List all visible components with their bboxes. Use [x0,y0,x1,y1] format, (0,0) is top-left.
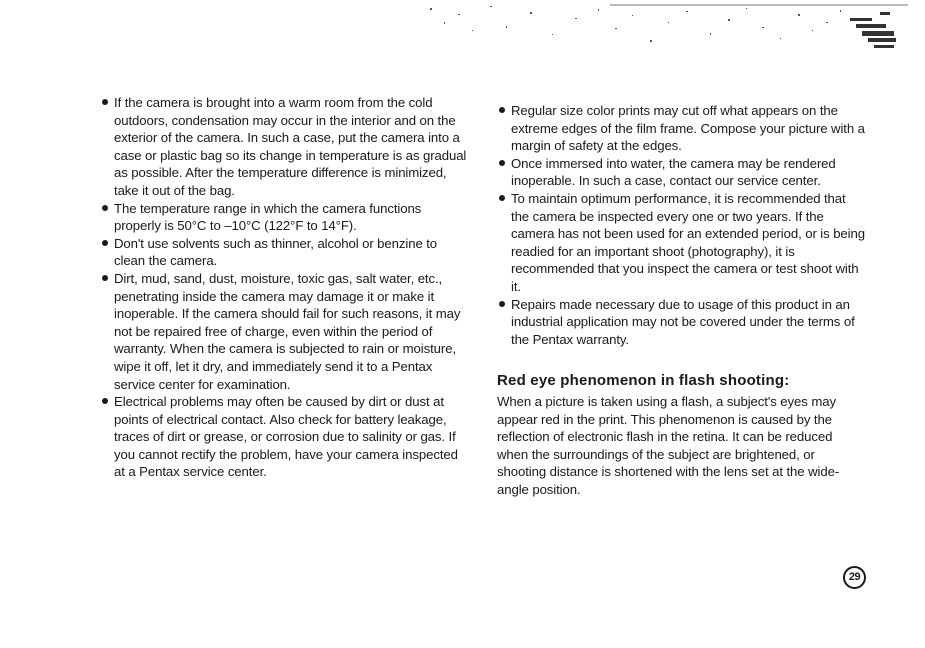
bullet-icon [102,240,108,246]
list-item: Regular size color prints may cut off what appears on the extreme edges of the film frame. Compose your picture with a margin of safety at the edges. [497,102,865,155]
bullet-icon [499,107,505,113]
section-body: When a picture is taken using a flash, a subject's eyes may appear red in the print. This phenomenon is caused by the reflection of electronic flash in the retina. It can be reduced when the surroundings of the subject are brightened, or shooting distance is shortened with the lens set at the wide-angle position. [497,393,840,497]
list-item: To maintain optimum performance, it is recommended that the camera be inspected every one or two years. If the camera has not been used for an extended period, or is being readied for an important shoot (photography), it is recommended that you inspect the camera or test shoot with it. [497,190,865,296]
right-column [497,102,865,498]
bullet-icon [499,195,505,201]
bullet-icon [102,99,108,105]
bullet-icon [499,160,505,166]
scan-artifact [410,0,910,70]
list-item: Once immersed into water, the camera may be rendered inoperable. In such a case, contact our service center. [497,155,865,190]
section-heading: Red eye phenomenon in flash shooting: [497,372,790,390]
list-item: The temperature range in which the camera functions properly is 50°C to –10°C (122°F to 14°F). [100,200,470,235]
bullet-icon [102,205,108,211]
care-notes-list [497,102,865,348]
care-notes-list [100,94,470,481]
list-item: Electrical problems may often be caused by dirt or dust at points of electrical contact. Also check for battery leakage, traces of dirt or grease, or corrosion due to salinity or gas. If you cannot rectify the problem, have your camera inspected at a Pentax service center. [100,393,470,481]
bullet-icon [102,398,108,404]
list-item: Dirt, mud, sand, dust, moisture, toxic gas, salt water, etc., penetrating inside the camera may damage it or make it inoperable. If the camera should fail for such reasons, it may not be repaired free of charge, even within the period of warranty. When the camera is subjected to rain or moisture, wipe it off, let it dry, and immediately send it to a Pentax service center for examination. [100,270,470,393]
page-number: 29 [843,566,866,589]
bullet-icon [102,275,108,281]
list-item: Repairs made necessary due to usage of this product in an industrial application may not be covered under the terms of the Pentax warranty. [497,296,865,349]
list-item: If the camera is brought into a warm room from the cold outdoors, condensation may occur in the interior and on the exterior of the camera. In such a case, put the camera into a case or plastic bag so its change in temperature is as gradual as possible. After the temperature difference is minimized, take it out of the bag. [100,94,470,200]
bullet-icon [499,301,505,307]
left-column [100,94,470,481]
list-item: Don't use solvents such as thinner, alcohol or benzine to clean the camera. [100,235,470,270]
